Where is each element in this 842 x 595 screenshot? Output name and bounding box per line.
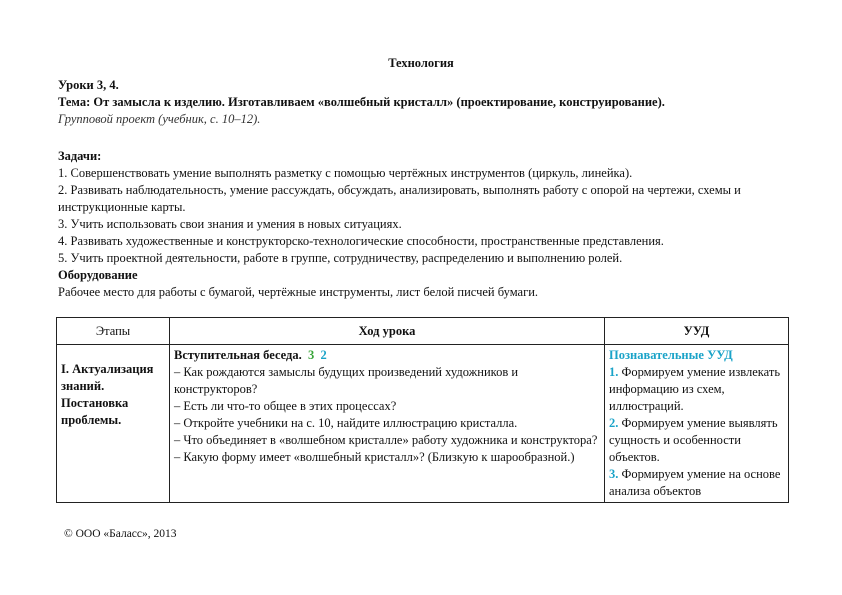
uud-cell <box>605 345 789 503</box>
course-line: – Что объединяет в «волшебном кристалле» работу художника и конструктора? <box>174 433 598 447</box>
lessons-label: Уроки 3, 4. <box>58 78 119 92</box>
task-item: 3. Учить использовать свои знания и умения в новых ситуациях. <box>58 217 402 231</box>
table-row <box>57 345 789 503</box>
course-line: – Как рождаются замыслы будущих произведений художников и конструкторов? <box>174 365 519 396</box>
uud-item <box>609 364 784 415</box>
table-header-row <box>57 318 789 345</box>
course-cell <box>170 345 605 503</box>
task-item: 4. Развивать художественные и конструкторско-технологические способности, пространственные представления. <box>58 234 664 248</box>
tasks-section <box>58 148 793 301</box>
marker-teal: 2 <box>320 348 327 362</box>
uud-item-text: Формируем умение извлекать информацию из схем, иллюстраций. <box>609 365 781 413</box>
equipment-heading: Оборудование <box>58 268 138 282</box>
uud-item <box>609 466 784 500</box>
lesson-header <box>58 77 798 128</box>
equipment-text: Рабочее место для работы с бумагой, чертёжные инструменты, лист белой писчей бумаги. <box>58 285 539 299</box>
uud-item-text: Формируем умение на основе анализа объектов <box>609 467 781 498</box>
stage-cell: I. Актуализация знаний. Постановка проблемы. <box>57 345 170 503</box>
uud-title: Познавательные УУД <box>609 348 733 362</box>
tasks-heading: Задачи: <box>58 149 102 163</box>
header-uud: УУД <box>605 318 789 345</box>
lesson-table <box>56 317 789 503</box>
task-item: 5. Учить проектной деятельности, работе в группе, сотрудничеству, распределению и выполнению ролей. <box>58 251 623 265</box>
task-item: 2. Развивать наблюдательность, умение рассуждать, обсуждать, анализировать, выполнять работу с опорой на чертежи, схемы и инструкционные карты. <box>58 183 741 214</box>
project-label: Групповой проект (учебник, с. 10–12). <box>58 112 261 126</box>
course-title: Вступительная беседа. <box>174 348 302 362</box>
copyright: © ООО «Баласс», 2013 <box>64 528 177 540</box>
course-line: – Откройте учебники на с. 10, найдите иллюстрацию кристалла. <box>174 416 518 430</box>
header-stages: Этапы <box>57 318 170 345</box>
uud-item-number: 1. <box>609 365 619 379</box>
topic-label: Тема: От замысла к изделию. Изготавливаем «волшебный кристалл» (проектирование, конструирование). <box>58 95 665 109</box>
header-course: Ход урока <box>170 318 605 345</box>
marker-green: 3 <box>307 348 315 362</box>
task-item: 1. Совершенствовать умение выполнять разметку с помощью чертёжных инструментов (циркуль, линейка). <box>58 166 633 180</box>
uud-item <box>609 415 784 466</box>
uud-item-number: 3. <box>609 467 619 481</box>
course-line: – Есть ли что-то общее в этих процессах? <box>174 399 397 413</box>
course-line: – Какую форму имеет «волшебный кристалл»? (Близкую к шарообразной.) <box>174 450 575 464</box>
uud-item-number: 2. <box>609 416 619 430</box>
uud-item-text: Формируем умение выявлять сущность и особенности объектов. <box>609 416 778 464</box>
page-title: Технология <box>388 56 454 70</box>
